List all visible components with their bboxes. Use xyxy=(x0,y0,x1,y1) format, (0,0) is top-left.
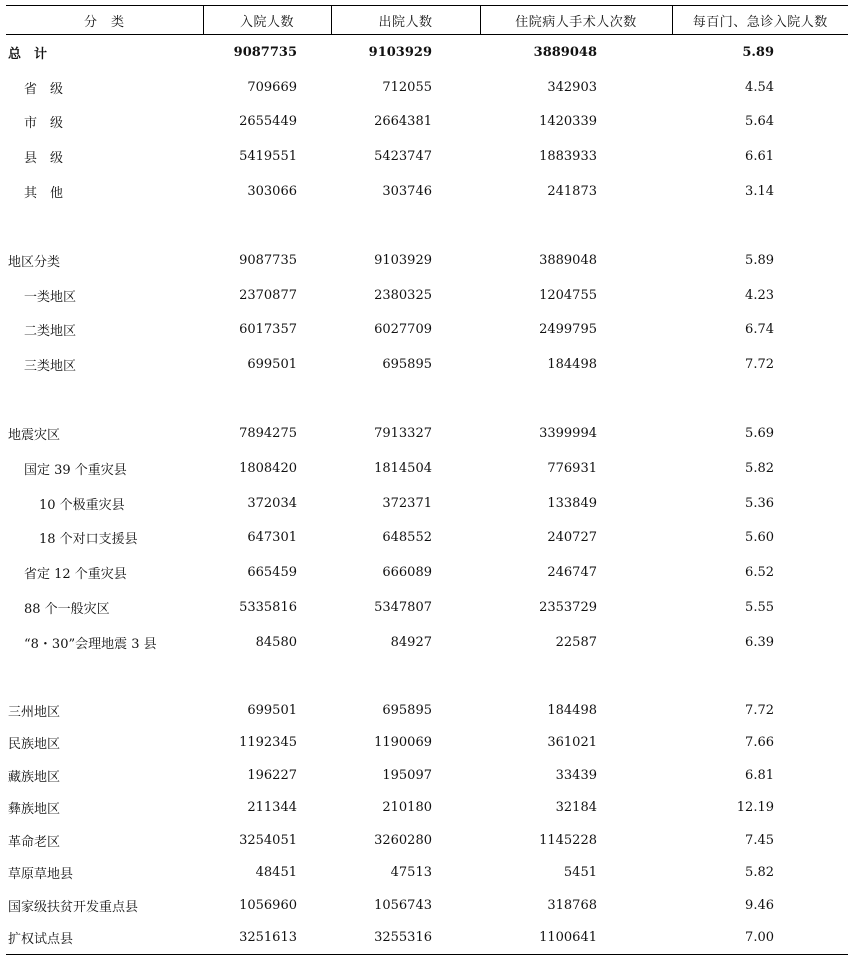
admissions-cell: 665459 xyxy=(247,565,297,581)
surgeries-cell: 2353729 xyxy=(539,599,597,615)
row-label: 总 计 xyxy=(8,46,48,62)
admissions-cell: 699501 xyxy=(247,702,297,718)
surgeries-cell: 33439 xyxy=(555,767,597,783)
surgeries-cell: 1883933 xyxy=(539,148,597,164)
table-body xyxy=(6,35,848,955)
discharges-cell: 195097 xyxy=(382,767,432,783)
admission-rate-cell: 5.82 xyxy=(745,461,774,477)
table-row xyxy=(6,555,848,590)
admissions-cell: 7894275 xyxy=(239,426,297,442)
surgeries-cell: 361021 xyxy=(547,735,597,751)
discharges-cell: 666089 xyxy=(382,565,432,581)
discharges-cell: 695895 xyxy=(382,702,432,718)
discharges-cell: 303746 xyxy=(382,183,432,199)
table-row xyxy=(6,694,848,727)
admissions-cell: 6017357 xyxy=(239,322,297,338)
discharges-cell: 372371 xyxy=(382,495,432,511)
surgeries-cell: 133849 xyxy=(547,495,597,511)
row-label: 地震灾区 xyxy=(8,428,61,444)
table-header xyxy=(6,6,848,35)
discharges-cell: 2380325 xyxy=(374,287,432,303)
discharges-cell: 695895 xyxy=(382,357,432,373)
admissions-cell: 1192345 xyxy=(239,735,297,751)
discharges-cell: 9103929 xyxy=(368,44,432,60)
row-label: 三州地区 xyxy=(8,704,61,720)
admission-rate-cell: 5.89 xyxy=(742,44,774,60)
discharges-cell: 9103929 xyxy=(374,252,432,268)
discharges-cell: 1814504 xyxy=(374,461,432,477)
admissions-cell: 1808420 xyxy=(239,461,297,477)
row-label: 县 级 xyxy=(24,150,64,166)
table-row xyxy=(6,451,848,486)
admission-rate-cell: 7.72 xyxy=(745,702,774,718)
table-row xyxy=(6,889,848,922)
spacer-row xyxy=(6,659,848,694)
row-label: 18 个对口支援县 xyxy=(39,532,138,548)
table-row xyxy=(6,759,848,792)
spacer-cell xyxy=(6,382,848,417)
surgeries-cell: 3889048 xyxy=(533,44,597,60)
row-label: 藏族地区 xyxy=(8,769,61,785)
table-row xyxy=(6,278,848,313)
surgeries-cell: 1100641 xyxy=(480,922,672,955)
admission-rate-cell: 3.14 xyxy=(745,183,774,199)
admissions-cell: 2655449 xyxy=(239,114,297,130)
row-label: 扩权试点县 xyxy=(6,922,203,955)
discharges-cell: 648552 xyxy=(382,530,432,546)
admissions-cell: 5419551 xyxy=(239,148,297,164)
admission-rate-cell: 4.23 xyxy=(745,287,774,303)
surgeries-cell: 5451 xyxy=(563,865,597,881)
discharges-cell: 5347807 xyxy=(374,599,432,615)
table-row xyxy=(6,243,848,278)
surgeries-cell: 240727 xyxy=(547,530,597,546)
admission-rate-cell: 12.19 xyxy=(736,800,774,816)
table-row xyxy=(6,727,848,760)
admission-rate-cell: 9.46 xyxy=(745,897,774,913)
surgeries-cell: 1204755 xyxy=(539,287,597,303)
admissions-cell: 196227 xyxy=(247,767,297,783)
admissions-cell: 303066 xyxy=(247,183,297,199)
admissions-cell: 2370877 xyxy=(239,287,297,303)
surgeries-cell: 3399994 xyxy=(539,426,597,442)
discharges-cell: 210180 xyxy=(382,800,432,816)
row-label: 民族地区 xyxy=(8,737,61,753)
surgeries-cell: 22587 xyxy=(555,634,597,650)
admission-rate-cell: 6.52 xyxy=(745,565,774,581)
surgeries-cell: 318768 xyxy=(547,897,597,913)
row-label: 省 级 xyxy=(24,81,64,97)
header-category: 分 类 xyxy=(6,6,203,35)
surgeries-cell: 2499795 xyxy=(539,322,597,338)
admissions-cell: 699501 xyxy=(247,357,297,373)
row-label: 草原草地县 xyxy=(8,867,74,883)
discharges-cell: 3255316 xyxy=(331,922,480,955)
table-row xyxy=(6,313,848,348)
admissions-cell: 5335816 xyxy=(239,599,297,615)
discharges-cell: 84927 xyxy=(390,634,432,650)
table-row xyxy=(6,922,848,955)
admissions-cell: 647301 xyxy=(247,530,297,546)
spacer-row xyxy=(6,208,848,243)
surgeries-cell: 1145228 xyxy=(539,832,597,848)
discharges-cell: 5423747 xyxy=(374,148,432,164)
row-label: 其 他 xyxy=(24,185,64,201)
row-label: 10 个极重灾县 xyxy=(39,497,125,513)
surgeries-cell: 184498 xyxy=(547,702,597,718)
admissions-cell: 372034 xyxy=(247,495,297,511)
admissions-cell: 9087735 xyxy=(233,44,297,60)
surgeries-cell: 3889048 xyxy=(539,252,597,268)
admission-rate-cell: 5.89 xyxy=(745,252,774,268)
surgeries-cell: 184498 xyxy=(547,357,597,373)
table-row xyxy=(6,174,848,209)
row-label: 国定 39 个重灾县 xyxy=(24,463,127,479)
row-label: 88 个一般灾区 xyxy=(24,601,110,617)
row-label: 省定 12 个重灾县 xyxy=(24,567,127,583)
table-row xyxy=(6,625,848,660)
table-row xyxy=(6,35,848,70)
row-label: 国家级扶贫开发重点县 xyxy=(8,899,139,915)
spacer-row xyxy=(6,382,848,417)
surgeries-cell: 246747 xyxy=(547,565,597,581)
admission-rate-cell: 7.66 xyxy=(745,735,774,751)
table-row xyxy=(6,417,848,452)
row-label: 二类地区 xyxy=(24,324,77,340)
admissions-cell: 709669 xyxy=(247,79,297,95)
admission-rate-cell: 4.54 xyxy=(745,79,774,95)
table-row xyxy=(6,70,848,105)
admission-rate-cell: 5.36 xyxy=(745,495,774,511)
table-row xyxy=(6,139,848,174)
admission-rate-cell: 7.72 xyxy=(745,357,774,373)
table-row xyxy=(6,857,848,890)
row-label: 三类地区 xyxy=(24,359,77,375)
discharges-cell: 7913327 xyxy=(374,426,432,442)
admissions-cell: 1056960 xyxy=(239,897,297,913)
admission-rate-cell: 7.00 xyxy=(672,922,848,955)
admission-rate-cell: 5.60 xyxy=(745,530,774,546)
admissions-cell: 9087735 xyxy=(239,252,297,268)
header-admission-rate: 每百门、急诊入院人数 xyxy=(672,6,848,35)
table-row xyxy=(6,824,848,857)
surgeries-cell: 1420339 xyxy=(539,114,597,130)
admission-rate-cell: 5.64 xyxy=(745,114,774,130)
header-discharges: 出院人数 xyxy=(331,6,480,35)
discharges-cell: 3260280 xyxy=(374,832,432,848)
admissions-cell: 3251613 xyxy=(203,922,331,955)
admission-rate-cell: 6.81 xyxy=(745,767,774,783)
surgeries-cell: 776931 xyxy=(547,461,597,477)
header-surgeries: 住院病人手术人次数 xyxy=(480,6,672,35)
header-admissions: 入院人数 xyxy=(203,6,331,35)
table-row xyxy=(6,486,848,521)
surgeries-cell: 241873 xyxy=(547,183,597,199)
row-label: “8・30”会理地震 3 县 xyxy=(24,636,157,652)
admissions-cell: 211344 xyxy=(247,800,297,816)
row-label: 彝族地区 xyxy=(8,802,61,818)
admissions-cell: 84580 xyxy=(255,634,297,650)
table-row xyxy=(6,521,848,556)
admissions-cell: 3254051 xyxy=(239,832,297,848)
surgeries-cell: 342903 xyxy=(547,79,597,95)
surgeries-cell: 32184 xyxy=(555,800,597,816)
admission-rate-cell: 5.82 xyxy=(745,865,774,881)
row-label: 地区分类 xyxy=(8,254,61,270)
row-label: 市 级 xyxy=(24,116,64,132)
admissions-cell: 48451 xyxy=(255,865,297,881)
admission-rate-cell: 6.74 xyxy=(745,322,774,338)
discharges-cell: 47513 xyxy=(390,865,432,881)
table-row xyxy=(6,792,848,825)
discharges-cell: 6027709 xyxy=(374,322,432,338)
header-row xyxy=(6,6,848,35)
spacer-cell xyxy=(6,208,848,243)
table-row xyxy=(6,104,848,139)
discharges-cell: 712055 xyxy=(382,79,432,95)
admission-rate-cell: 5.55 xyxy=(745,599,774,615)
admission-rate-cell: 6.61 xyxy=(745,148,774,164)
discharges-cell: 1056743 xyxy=(374,897,432,913)
admission-rate-cell: 5.69 xyxy=(745,426,774,442)
discharges-cell: 2664381 xyxy=(374,114,432,130)
table-row xyxy=(6,347,848,382)
row-label: 一类地区 xyxy=(24,289,77,305)
row-label: 革命老区 xyxy=(8,834,61,850)
admission-rate-cell: 6.39 xyxy=(745,634,774,650)
table-row xyxy=(6,590,848,625)
spacer-cell xyxy=(6,659,848,694)
admission-rate-cell: 7.45 xyxy=(745,832,774,848)
statistics-table xyxy=(6,5,848,955)
discharges-cell: 1190069 xyxy=(374,735,432,751)
